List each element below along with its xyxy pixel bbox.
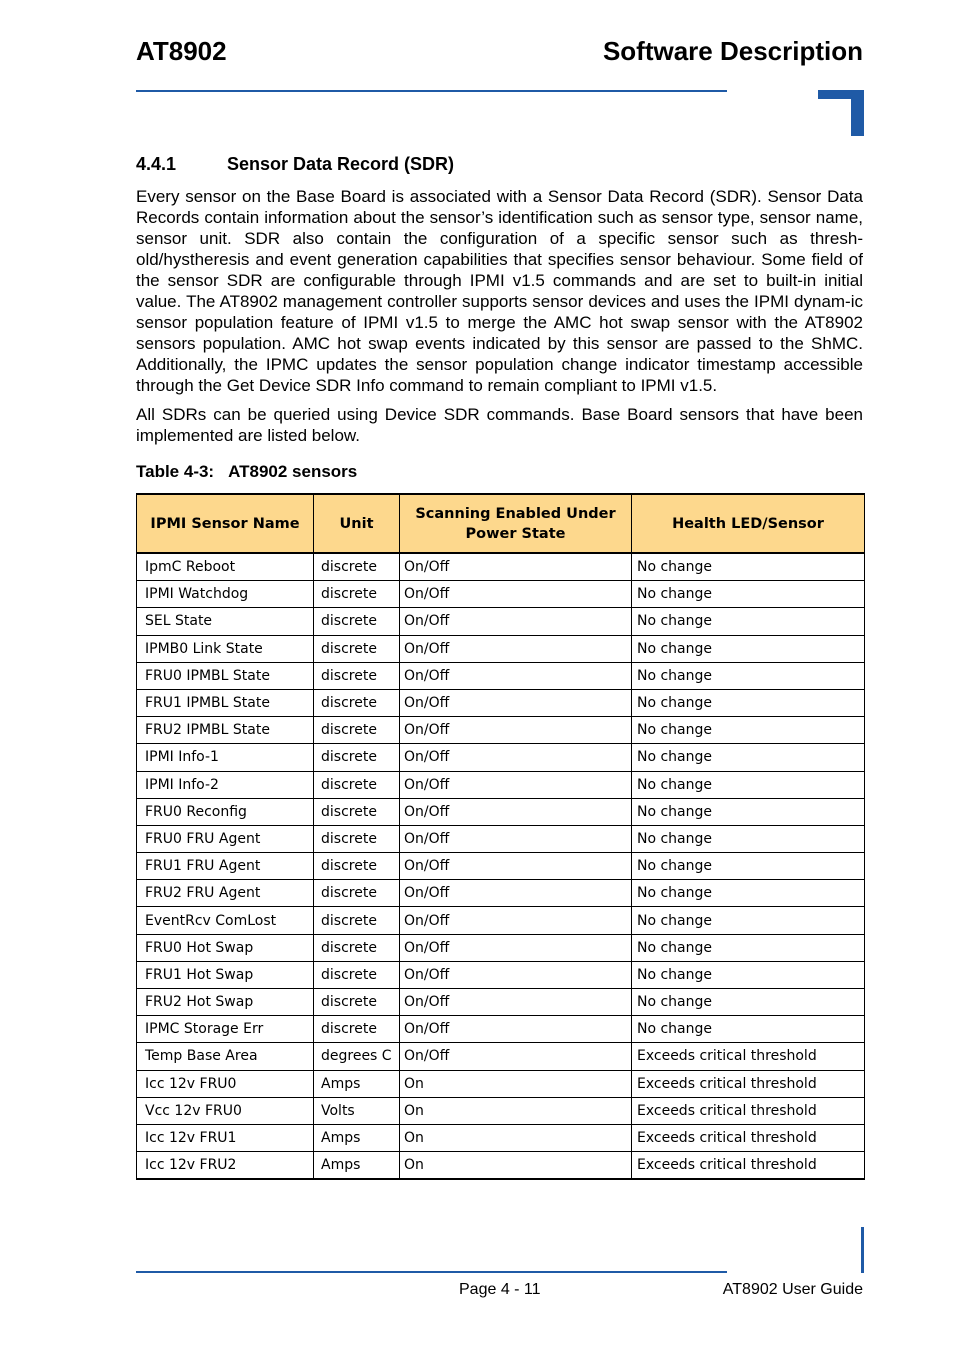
table-header-row <box>137 494 865 553</box>
page-number: Page 4 - 11 <box>459 1281 541 1298</box>
section-title: Sensor Data Record (SDR) <box>227 154 455 174</box>
cell-sensor-name: FRU2 Hot Swap <box>137 989 314 1016</box>
cell-unit: discrete <box>314 798 400 825</box>
cell-scanning: On/Off <box>400 880 632 907</box>
cell-scanning: On <box>400 1097 632 1124</box>
table-row <box>137 553 865 581</box>
cell-sensor-name: FRU2 IPMBL State <box>137 717 314 744</box>
table-row <box>137 771 865 798</box>
paragraph-sdr-description: Every sensor on the Base Board is associated with a Sensor Data Record (SDR). Sensor Data Records contain information about the sensor’s identification such as sensor type, sensor name, sensor unit. SDR also contain the configuration of a specific sensor such as thresh-old/hystheresis and event generation capabilities that specifies sensor behaviour. Some field of the sensor SDR are configurable through IPMI v1.5 commands and are set to built-in initial value. The AT8902 management controller supports sensor devices and uses the IPMI dynam-ic sensor population feature of IPMI v1.5 to merge the AMC hot swap sensor with the AT8902 sensors population. AMC hot swap events indicated by this sensor are passed to the ShMC. Additionally, the IPMC updates the sensor population change indicator timestamp accessible through the Get Device SDR Info command to remain compliant to IPMI v1.5. <box>136 187 863 395</box>
cell-unit: discrete <box>314 553 400 581</box>
cell-sensor-name: IPMI Info-1 <box>137 744 314 771</box>
cell-health: No change <box>632 1016 865 1043</box>
section-heading <box>136 154 454 175</box>
cell-unit: discrete <box>314 717 400 744</box>
cell-health: Exceeds critical threshold <box>632 1097 865 1124</box>
cell-unit: discrete <box>314 581 400 608</box>
cell-sensor-name: IPMI Info-2 <box>137 771 314 798</box>
cell-health: No change <box>632 853 865 880</box>
table-row <box>137 907 865 934</box>
cell-sensor-name: FRU1 FRU Agent <box>137 853 314 880</box>
cell-health: No change <box>632 662 865 689</box>
guide-name: AT8902 User Guide <box>722 1281 863 1298</box>
cell-scanning: On/Off <box>400 662 632 689</box>
cell-health: No change <box>632 717 865 744</box>
cell-health: No change <box>632 825 865 852</box>
footer-rule <box>136 1271 727 1273</box>
cell-scanning: On/Off <box>400 1016 632 1043</box>
cell-unit: discrete <box>314 907 400 934</box>
table-row <box>137 961 865 988</box>
table-row <box>137 798 865 825</box>
cell-health: No change <box>632 553 865 581</box>
header-corner-mark <box>818 90 864 136</box>
table-row <box>137 581 865 608</box>
cell-sensor-name: FRU1 Hot Swap <box>137 961 314 988</box>
header-scanning-enabled: Scanning Enabled Under Power State <box>400 494 632 553</box>
cell-scanning: On/Off <box>400 771 632 798</box>
paragraph-sdr-query: All SDRs can be queried using Device SDR commands. Base Board sensors that have been implemented are listed below. <box>136 405 863 445</box>
cell-health: No change <box>632 635 865 662</box>
cell-unit: discrete <box>314 771 400 798</box>
cell-unit: discrete <box>314 989 400 1016</box>
chapter-title: Software Description <box>602 36 863 66</box>
table-row <box>137 744 865 771</box>
table-caption-label: Table 4-3: <box>136 462 215 481</box>
document-title: AT8902 <box>136 36 227 66</box>
cell-health: No change <box>632 771 865 798</box>
cell-scanning: On/Off <box>400 608 632 635</box>
cell-sensor-name: EventRcv ComLost <box>137 907 314 934</box>
cell-unit: discrete <box>314 1016 400 1043</box>
cell-unit: discrete <box>314 635 400 662</box>
cell-health: Exceeds critical threshold <box>632 1124 865 1151</box>
table-row <box>137 1043 865 1070</box>
cell-sensor-name: Vcc 12v FRU0 <box>137 1097 314 1124</box>
cell-unit: discrete <box>314 689 400 716</box>
table-row <box>137 880 865 907</box>
table-row <box>137 1124 865 1151</box>
cell-scanning: On/Off <box>400 825 632 852</box>
cell-sensor-name: Icc 12v FRU2 <box>137 1152 314 1180</box>
cell-sensor-name: Temp Base Area <box>137 1043 314 1070</box>
cell-unit: discrete <box>314 662 400 689</box>
header-sensor-name: IPMI Sensor Name <box>137 494 314 553</box>
cell-sensor-name: Icc 12v FRU0 <box>137 1070 314 1097</box>
cell-scanning: On <box>400 1070 632 1097</box>
cell-unit: discrete <box>314 961 400 988</box>
table-row <box>137 853 865 880</box>
cell-health: No change <box>632 608 865 635</box>
table-caption-title: AT8902 sensors <box>228 462 358 481</box>
cell-scanning: On/Off <box>400 907 632 934</box>
cell-scanning: On/Off <box>400 635 632 662</box>
cell-unit: Amps <box>314 1152 400 1180</box>
cell-unit: discrete <box>314 853 400 880</box>
cell-scanning: On <box>400 1124 632 1151</box>
cell-health: No change <box>632 961 865 988</box>
cell-health: No change <box>632 989 865 1016</box>
cell-health: Exceeds critical threshold <box>632 1070 865 1097</box>
cell-sensor-name: FRU0 Reconfig <box>137 798 314 825</box>
cell-unit: discrete <box>314 744 400 771</box>
cell-scanning: On/Off <box>400 1043 632 1070</box>
table-row <box>137 635 865 662</box>
cell-health: No change <box>632 689 865 716</box>
table-row <box>137 1152 865 1180</box>
cell-unit: discrete <box>314 825 400 852</box>
cell-sensor-name: FRU1 IPMBL State <box>137 689 314 716</box>
cell-unit: Amps <box>314 1070 400 1097</box>
cell-sensor-name: IPMB0 Link State <box>137 635 314 662</box>
cell-scanning: On/Off <box>400 961 632 988</box>
cell-scanning: On/Off <box>400 553 632 581</box>
cell-health: No change <box>632 581 865 608</box>
cell-scanning: On/Off <box>400 934 632 961</box>
cell-health: No change <box>632 880 865 907</box>
footer-corner-mark <box>861 1227 864 1273</box>
cell-scanning: On/Off <box>400 798 632 825</box>
cell-scanning: On/Off <box>400 744 632 771</box>
cell-scanning: On/Off <box>400 989 632 1016</box>
cell-sensor-name: SEL State <box>137 608 314 635</box>
cell-unit: degrees C <box>314 1043 400 1070</box>
cell-health: Exceeds critical threshold <box>632 1152 865 1180</box>
cell-sensor-name: IpmC Reboot <box>137 553 314 581</box>
cell-sensor-name: IPMC Storage Err <box>137 1016 314 1043</box>
table-row <box>137 689 865 716</box>
cell-health: No change <box>632 934 865 961</box>
table-caption <box>136 462 357 482</box>
header-health-led: Health LED/Sensor <box>632 494 865 553</box>
cell-unit: discrete <box>314 608 400 635</box>
cell-sensor-name: FRU0 IPMBL State <box>137 662 314 689</box>
table-row <box>137 1016 865 1043</box>
cell-scanning: On/Off <box>400 581 632 608</box>
header-unit: Unit <box>314 494 400 553</box>
table-row <box>137 825 865 852</box>
cell-scanning: On/Off <box>400 689 632 716</box>
table-row <box>137 717 865 744</box>
cell-sensor-name: Icc 12v FRU1 <box>137 1124 314 1151</box>
section-number: 4.4.1 <box>136 154 177 174</box>
sensors-table <box>136 493 865 1180</box>
header-rule <box>136 90 727 92</box>
cell-unit: Volts <box>314 1097 400 1124</box>
cell-unit: discrete <box>314 880 400 907</box>
cell-scanning: On/Off <box>400 853 632 880</box>
table-row <box>137 608 865 635</box>
cell-sensor-name: FRU2 FRU Agent <box>137 880 314 907</box>
cell-health: No change <box>632 907 865 934</box>
table-row <box>137 1097 865 1124</box>
cell-sensor-name: FRU0 Hot Swap <box>137 934 314 961</box>
cell-sensor-name: IPMI Watchdog <box>137 581 314 608</box>
table-row <box>137 989 865 1016</box>
table-row <box>137 662 865 689</box>
cell-unit: discrete <box>314 934 400 961</box>
cell-unit: Amps <box>314 1124 400 1151</box>
cell-health: No change <box>632 798 865 825</box>
cell-scanning: On/Off <box>400 717 632 744</box>
cell-health: No change <box>632 744 865 771</box>
cell-scanning: On <box>400 1152 632 1180</box>
table-row <box>137 1070 865 1097</box>
table-row <box>137 934 865 961</box>
cell-sensor-name: FRU0 FRU Agent <box>137 825 314 852</box>
cell-health: Exceeds critical threshold <box>632 1043 865 1070</box>
